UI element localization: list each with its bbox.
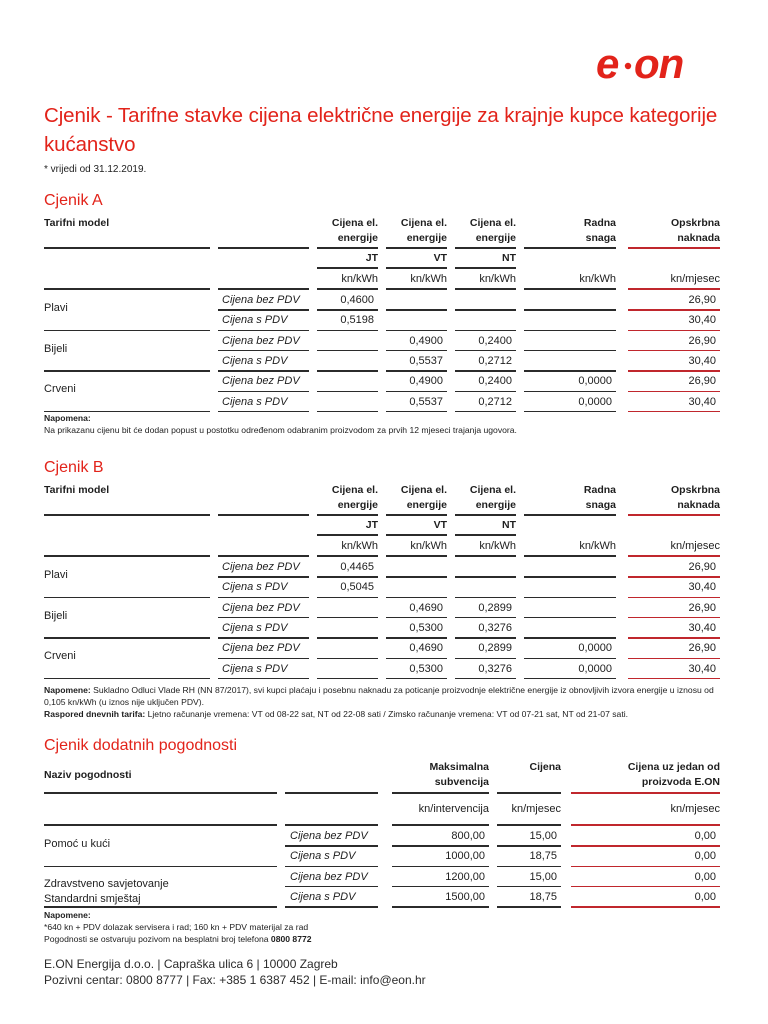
price-cell-vt: 0,5300 [409, 621, 443, 634]
price-cell-opskrbna: 26,90 [688, 561, 716, 573]
price-cell-nt: 0,2400 [478, 375, 512, 388]
tariff-jt: JT [365, 519, 378, 531]
col-header-opskrbna: Opskrbna naknada [670, 217, 720, 244]
tariff-vt: VT [433, 252, 447, 264]
validity-date: * vrijedi od 31.12.2019. [44, 164, 147, 175]
price-type-label: Cijena bez PDV [222, 601, 300, 614]
price-cell-jt: 0,4465 [340, 561, 374, 573]
price-type-label: Cijena bez PDV [222, 294, 300, 306]
price-type-label: Cijena bez PDV [222, 375, 300, 388]
unit: kn/intervencija [418, 803, 489, 815]
price-cell-opskrbna: 30,40 [688, 581, 716, 594]
price-type-label: Cijena s PDV [222, 354, 288, 367]
tariff-model-label: Bijeli [44, 342, 68, 355]
unit: kn/mjesec [670, 803, 720, 815]
price-cell-cijena: 15,00 [529, 830, 557, 842]
price-type-label: Cijena s PDV [222, 621, 288, 634]
price-cell-radna: 0,0000 [578, 395, 612, 408]
price-cell-nt: 0,2712 [478, 395, 512, 408]
price-cell-max: 1000,00 [445, 850, 485, 863]
price-cell-opskrbna: 30,40 [688, 662, 716, 675]
price-cell-opskrbna: 30,40 [688, 354, 716, 367]
price-type-label: Cijena bez PDV [222, 642, 300, 655]
price-cell-vt: 0,4900 [409, 375, 443, 388]
price-cell-jt: 0,4600 [340, 294, 374, 306]
price-cell-opskrbna: 30,40 [688, 395, 716, 408]
price-cell-max: 1500,00 [445, 890, 485, 903]
unit: kn/kWh [579, 273, 616, 285]
price-cell-eon: 0,00 [694, 890, 716, 903]
price-type-label: Cijena bez PDV [290, 870, 368, 883]
tariff-nt: NT [502, 252, 516, 264]
tariff-model-label: Bijeli [44, 609, 68, 622]
tariff-model-label: Crveni [44, 650, 76, 663]
unit: kn/kWh [410, 273, 447, 285]
price-cell-vt: 0,5537 [409, 395, 443, 408]
unit: kn/mjesec [511, 803, 561, 815]
col-header-radna: Radna snaga [583, 484, 616, 511]
col-header-model: Tarifni model [44, 217, 110, 229]
price-type-label: Cijena bez PDV [290, 830, 368, 842]
price-cell-max: 1200,00 [445, 870, 485, 883]
price-cell-radna: 0,0000 [578, 642, 612, 655]
tariff-model-label: Plavi [44, 569, 68, 581]
col-header-eon: Cijena uz jedan od proizvoda E.ON [627, 761, 720, 788]
price-cell-nt: 0,2899 [478, 642, 512, 655]
price-type-label: Cijena s PDV [222, 395, 288, 408]
price-cell-cijena: 18,75 [529, 850, 557, 863]
tariff-nt: NT [502, 519, 516, 531]
price-cell-nt: 0,2712 [478, 354, 512, 367]
col-header-vt: Cijena el. energije [400, 217, 447, 244]
unit: kn/kWh [479, 273, 516, 285]
benefit-name: Zdravstveno savjetovanje [44, 877, 169, 890]
unit: kn/kWh [410, 540, 447, 552]
benefit-name: Pomoć u kući [44, 838, 111, 850]
price-cell-opskrbna: 26,90 [688, 334, 716, 347]
col-header-naziv: Naziv pogodnosti [44, 769, 132, 781]
price-cell-vt: 0,5300 [409, 662, 443, 675]
price-cell-nt: 0,3276 [478, 621, 512, 634]
section-title-cjenik-b: Cjenik B [44, 459, 104, 476]
price-cell-vt: 0,4690 [409, 601, 443, 614]
col-header-radna: Radna snaga [583, 217, 616, 244]
col-header-nt: Cijena el. energije [469, 217, 516, 244]
col-header-vt: Cijena el. energije [400, 484, 447, 511]
price-cell-opskrbna: 26,90 [688, 601, 716, 614]
footer-address: E.ON Energija d.o.o. | Capraška ulica 6 | 10000 Zagreb [44, 957, 338, 971]
price-type-label: Cijena s PDV [222, 581, 288, 594]
unit: kn/kWh [479, 540, 516, 552]
benefit-name: Standardni smještaj [44, 892, 141, 905]
price-cell-opskrbna: 30,40 [688, 314, 716, 327]
footer-contact [44, 956, 426, 988]
price-cell-nt: 0,2400 [478, 334, 512, 347]
unit: kn/mjesec [670, 540, 720, 552]
note-pogodnosti: Napomene: *640 kn + PDV dolazak servisera i rad; 160 kn + PDV materijal za rad Pogodnosti se ostvaruju pozivom na besplatni broj telefona 0800 8772 [44, 910, 312, 944]
price-cell-vt: 0,4690 [409, 642, 443, 655]
price-type-label: Cijena bez PDV [222, 561, 300, 573]
unit: kn/kWh [341, 540, 378, 552]
price-cell-radna: 0,0000 [578, 375, 612, 388]
price-cell-vt: 0,5537 [409, 354, 443, 367]
price-cell-vt: 0,4900 [409, 334, 443, 347]
unit: kn/kWh [579, 540, 616, 552]
price-cell-opskrbna: 26,90 [688, 375, 716, 388]
price-cell-cijena: 15,00 [529, 870, 557, 883]
footer-phone-email: Pozivni centar: 0800 8777 | Fax: +385 1 6387 452 | E-mail: info@eon.hr [44, 973, 426, 987]
section-title-pogodnosti: Cjenik dodatnih pogodnosti [44, 737, 238, 754]
price-cell-nt: 0,3276 [478, 662, 512, 675]
tariff-model-label: Plavi [44, 302, 68, 314]
col-header-jt: Cijena el. energije [331, 484, 378, 511]
price-cell-opskrbna: 30,40 [688, 621, 716, 634]
price-cell-eon: 0,00 [694, 850, 716, 863]
note-cjenik-a: Napomena: Na prikazanu cijenu bit će dodan popust u postotku određenom odabranim proizvodom za prvih 12 mjeseci trajanja ugovora. [44, 413, 517, 435]
svg-text:e: e [596, 44, 618, 84]
eon-logo [596, 44, 726, 84]
price-cell-eon: 0,00 [694, 870, 716, 883]
price-cell-cijena: 18,75 [529, 890, 557, 903]
col-header-opskrbna: Opskrbna naknada [670, 484, 720, 511]
price-cell-max: 800,00 [451, 830, 485, 842]
tariff-model-label: Crveni [44, 383, 76, 396]
price-cell-jt: 0,5045 [340, 581, 374, 594]
price-type-label: Cijena s PDV [290, 850, 356, 863]
svg-text:on: on [634, 44, 684, 84]
price-type-label: Cijena s PDV [222, 662, 288, 675]
unit: kn/mjesec [670, 273, 720, 285]
price-cell-jt: 0,5198 [340, 314, 374, 327]
col-header-cijena: Cijena [529, 761, 561, 773]
price-type-label: Cijena bez PDV [222, 334, 300, 347]
price-cell-eon: 0,00 [694, 830, 716, 842]
price-cell-radna: 0,0000 [578, 662, 612, 675]
section-title-cjenik-a: Cjenik A [44, 192, 103, 209]
price-cell-opskrbna: 26,90 [688, 294, 716, 306]
col-header-jt: Cijena el. energije [331, 217, 378, 244]
price-cell-opskrbna: 26,90 [688, 642, 716, 655]
tariff-vt: VT [433, 519, 447, 531]
col-header-nt: Cijena el. energije [469, 484, 516, 511]
note-cjenik-b: Napomene: Sukladno Odluci Vlade RH (NN 87/2017), svi kupci plaćaju i posebnu naknadu za poticanje proizvodnje električne energije iz obnovljivih izvora energije u iznosu od 0,105 kn/kWh (u iznos nije uključen PDV). Raspored dnevnih tarifa: Ljetno računanje vremena: VT od 08-22 sat, NT od 22-08 sati / Zimsko računanje vremena: VT od 07-21 sat, NT od 21-07 sati. [44, 685, 714, 719]
price-type-label: Cijena s PDV [290, 890, 356, 903]
price-type-label: Cijena s PDV [222, 314, 288, 327]
unit: kn/kWh [341, 273, 378, 285]
page-title: Cjenik - Tarifne stavke cijena električne energije za krajnje kupce kategorije kućanstvo [44, 104, 718, 156]
price-cell-nt: 0,2899 [478, 601, 512, 614]
tariff-jt: JT [365, 252, 378, 264]
col-header-model: Tarifni model [44, 484, 110, 496]
col-header-max: Maksimalna subvencija [429, 761, 489, 788]
